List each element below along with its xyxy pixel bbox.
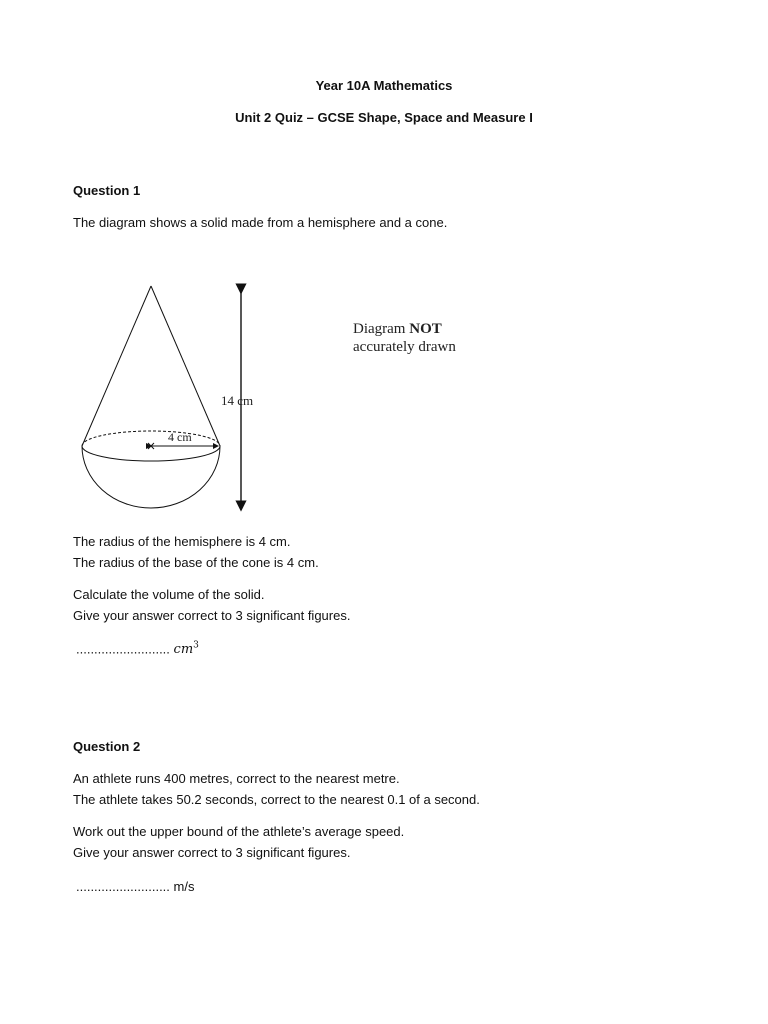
question-1-answer-line[interactable] xyxy=(76,641,199,657)
question-2-line-2: The athlete takes 50.2 seconds, correct to the nearest 0.1 of a second. xyxy=(73,792,480,807)
question-1-line-3: Calculate the volume of the solid. xyxy=(73,587,265,602)
document-subtitle: Unit 2 Quiz – GCSE Shape, Space and Measure I xyxy=(235,110,533,125)
question-2-answer-dots[interactable]: .......................... xyxy=(76,879,170,894)
question-2-answer-line[interactable] xyxy=(76,879,195,894)
cone-left-side xyxy=(82,286,151,446)
base-ellipse-front xyxy=(82,446,220,461)
question-1-intro: The diagram shows a solid made from a hemisphere and a cone. xyxy=(73,215,448,230)
question-2-line-3: Work out the upper bound of the athlete’s average speed. xyxy=(73,824,405,839)
height-label: 14 cm xyxy=(221,393,254,408)
question-2-heading: Question 2 xyxy=(73,739,141,754)
diagram-note-line-1 xyxy=(353,320,456,338)
question-1-answer-unit xyxy=(174,642,199,657)
question-2-line-1: An athlete runs 400 metres, correct to the nearest metre. xyxy=(73,771,400,786)
hemisphere-outline xyxy=(82,446,220,508)
document-title: Year 10A Mathematics xyxy=(315,78,453,93)
unit-base: cm xyxy=(173,642,194,658)
question-2-line-4: Give your answer correct to 3 significant figures. xyxy=(73,845,351,860)
question-2-answer-unit: m/s xyxy=(173,879,195,894)
diagram-note xyxy=(353,320,456,356)
cone-hemisphere-figure xyxy=(70,275,280,515)
question-1-line-2: The radius of the base of the cone is 4 cm. xyxy=(73,555,319,570)
question-1-line-1: The radius of the hemisphere is 4 cm. xyxy=(73,534,291,549)
diagram-note-line-2: accurately drawn xyxy=(353,339,456,355)
radius-label: 4 cm xyxy=(168,430,192,444)
question-1-line-4: Give your answer correct to 3 significant figures. xyxy=(73,608,351,623)
diagram-note-bold: NOT xyxy=(409,321,442,337)
base-ellipse-back xyxy=(82,431,220,446)
unit-power: 3 xyxy=(193,641,199,651)
diagram-note-prefix: Diagram xyxy=(353,321,410,337)
cone-right-side xyxy=(151,286,220,446)
question-1-heading: Question 1 xyxy=(73,183,141,198)
cone-hemisphere-diagram xyxy=(70,275,280,518)
question-1-answer-dots[interactable]: .......................... xyxy=(76,641,170,657)
